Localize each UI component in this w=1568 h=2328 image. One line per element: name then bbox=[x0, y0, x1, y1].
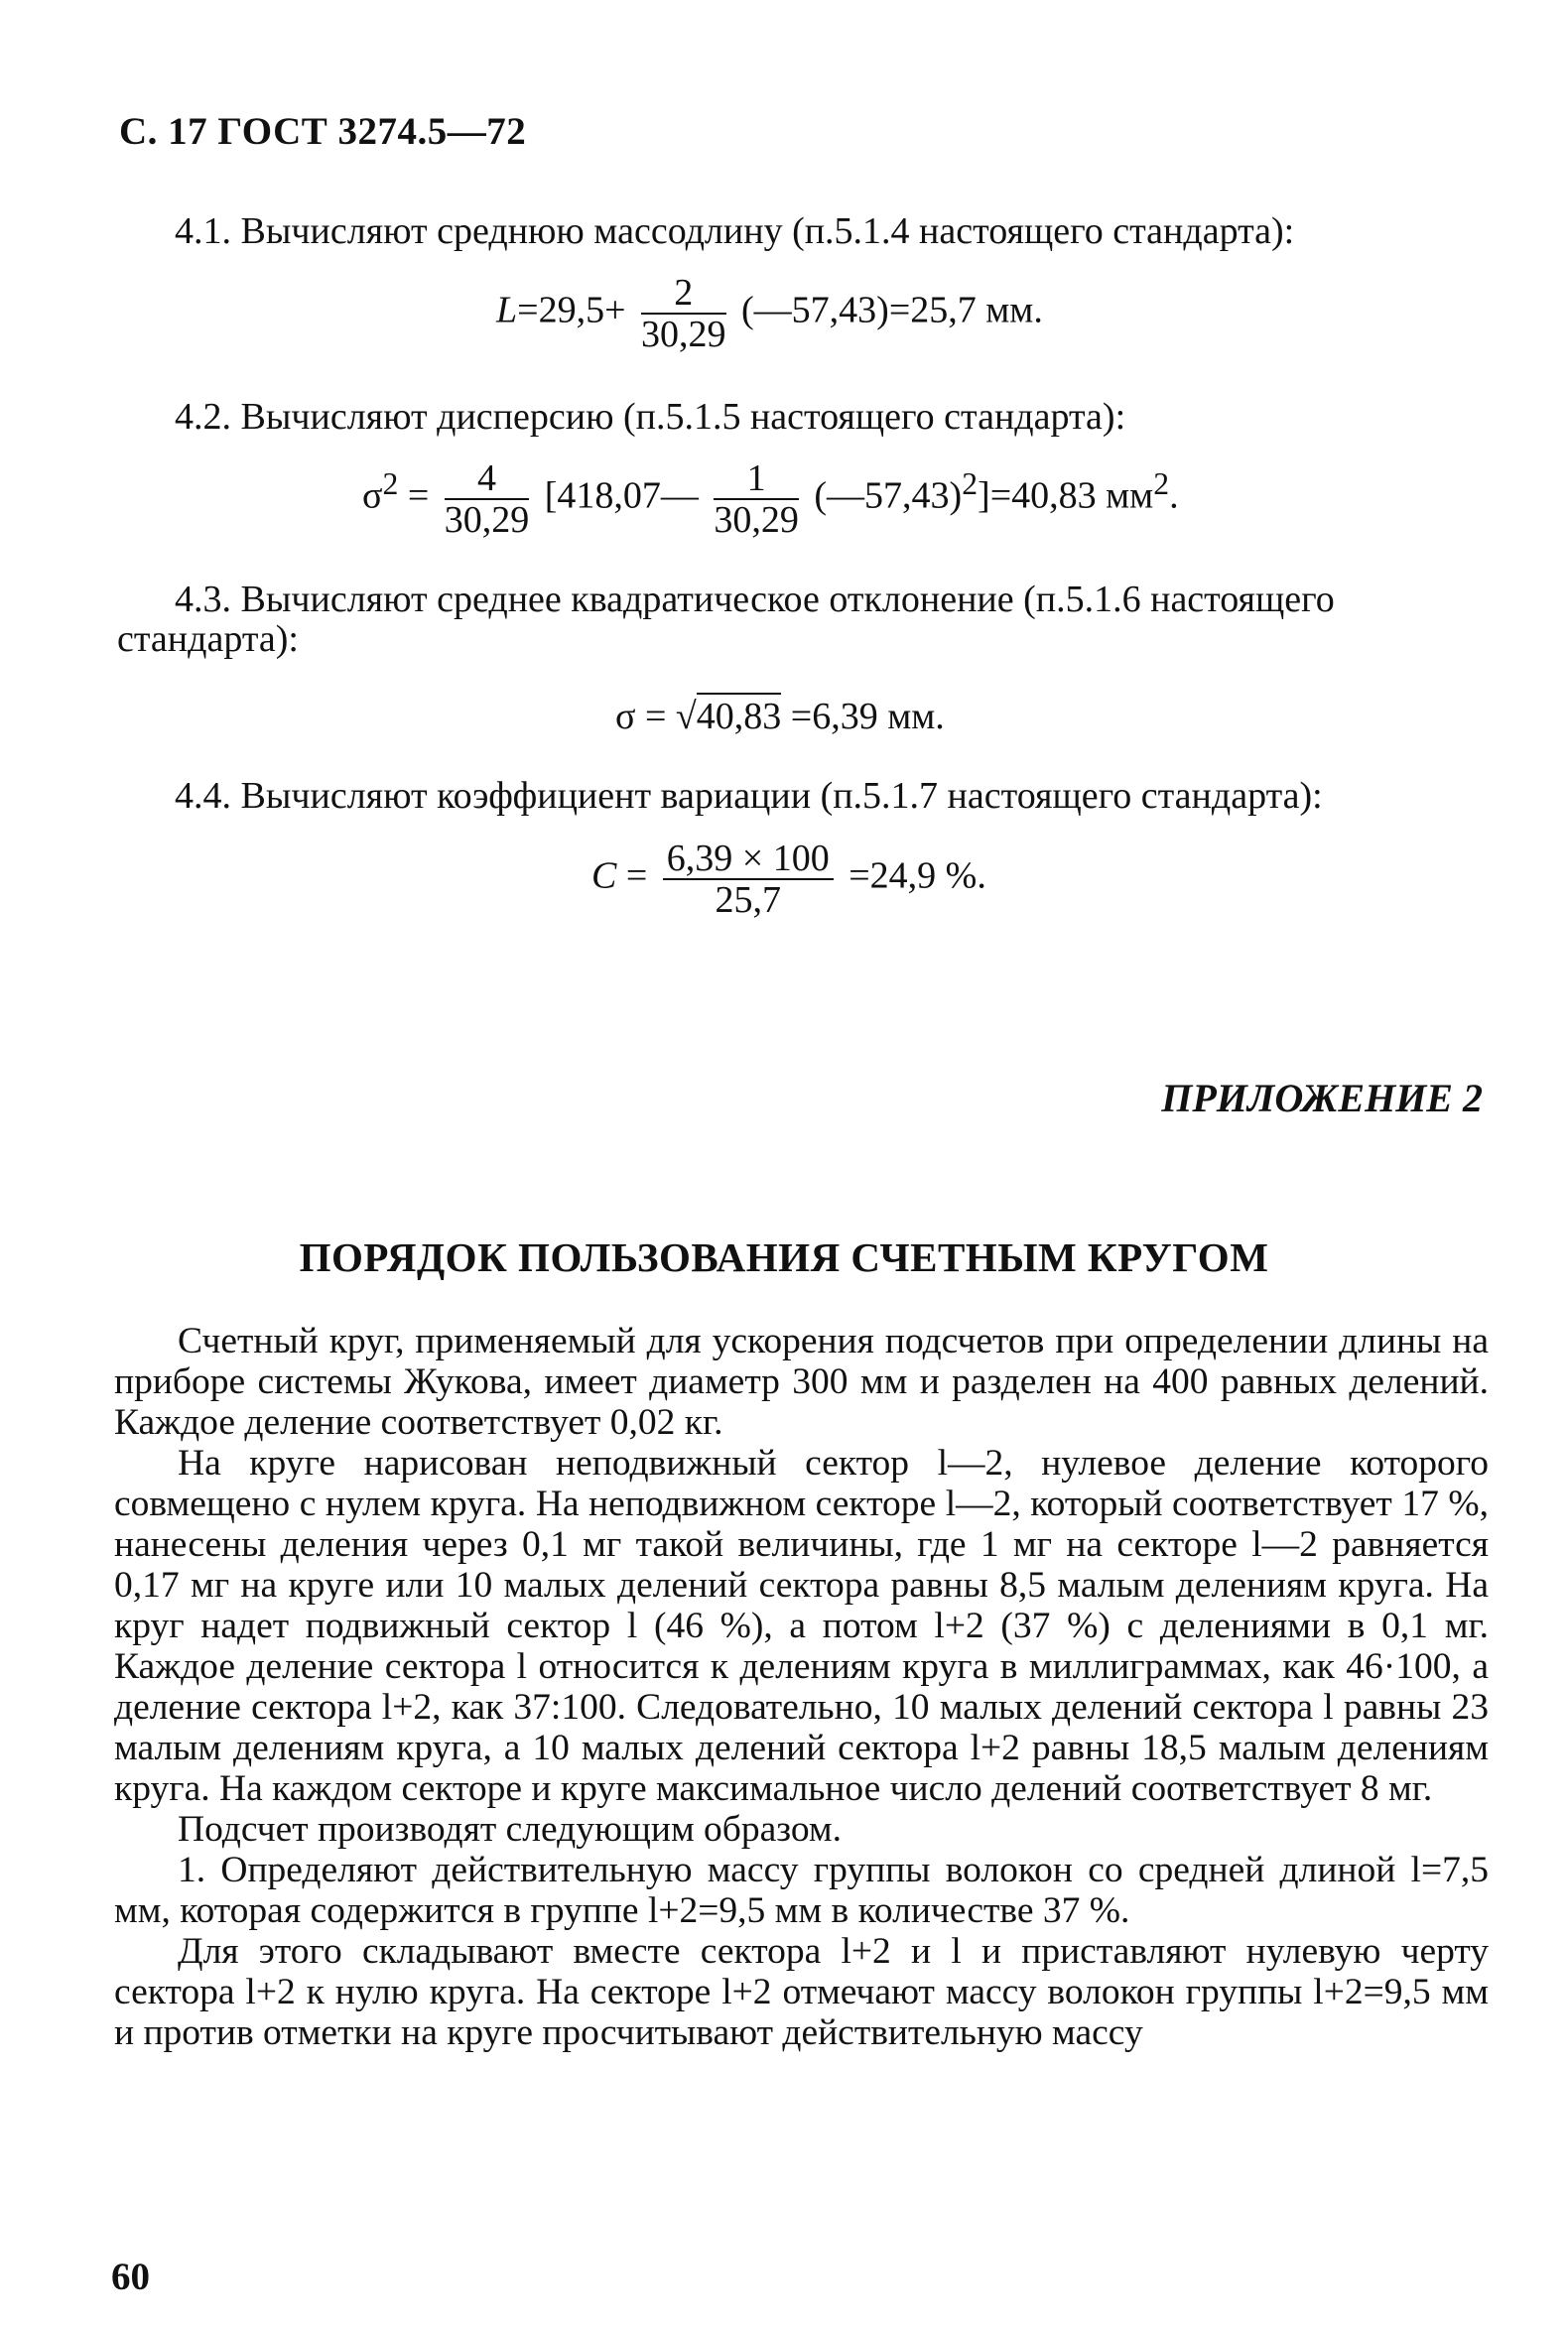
formula-text: (—57,43) bbox=[814, 474, 963, 517]
fraction-numerator: 2 bbox=[641, 273, 726, 315]
formula-symbol: C bbox=[591, 854, 617, 897]
formula-std-dev bbox=[615, 695, 945, 738]
sqrt-radicand: 40,83 bbox=[697, 693, 782, 737]
formula-mean-length bbox=[496, 273, 1043, 354]
page-header: С. 17 ГОСТ 3274.5—72 bbox=[119, 110, 527, 153]
superscript: 2 bbox=[962, 466, 979, 502]
fraction-numerator: 6,39 × 100 bbox=[663, 839, 834, 880]
formula-symbol: L bbox=[496, 289, 518, 331]
item-4-3 bbox=[117, 580, 1492, 659]
formula-text: ]=40,83 мм bbox=[978, 474, 1154, 517]
page-number: 60 bbox=[111, 2256, 150, 2298]
fraction-denominator: 30,29 bbox=[714, 499, 799, 541]
fraction bbox=[663, 839, 834, 920]
paragraph: Для этого складывают вместе сектора l+2 и l и приставляют нулевую черту сектора l+2 к нулю круга. На секторе l+2 отмечают массу волокон группы l+2=9,5 мм и против отметки на круге просчитывают действительную массу bbox=[114, 1931, 1489, 2053]
formula-text: [418,07— bbox=[544, 474, 699, 517]
formula-text: = bbox=[616, 854, 657, 897]
formula-text: (—57,43)=25,7 мм. bbox=[741, 289, 1043, 331]
formula-text: σ = √ bbox=[615, 696, 697, 737]
paragraph: Подсчет производят следующим образом. bbox=[178, 1809, 843, 1850]
section-title: ПОРЯДОК ПОЛЬЗОВАНИЯ СЧЕТНЫМ КРУГОМ bbox=[299, 1234, 1269, 1280]
fraction-denominator: 25,7 bbox=[715, 879, 782, 921]
fraction-denominator: 30,29 bbox=[641, 314, 726, 355]
superscript: 2 bbox=[382, 466, 399, 502]
fraction-denominator: 30,29 bbox=[444, 499, 530, 541]
paragraph: 1. Определяют действительную массу группы волокон со средней длиной l=7,5 мм, которая содержится в группе l+2=9,5 мм в количестве 37 %. bbox=[114, 1850, 1489, 1931]
paragraph: Счетный круг, применяемый для ускорения подсчетов при определении длины на приборе системы Жукова, имеет диаметр 300 мм и разделен на 400 равных делений. Каждое деление соответствует 0,02 кг. bbox=[114, 1321, 1489, 1443]
item-4-1: 4.1. Вычисляют среднюю массодлину (п.5.1.4 настоящего стандарта): bbox=[175, 210, 1295, 252]
formula-symbol: σ bbox=[362, 474, 383, 517]
fraction bbox=[445, 458, 530, 540]
formula-text: = bbox=[398, 474, 439, 517]
formula-text: =29,5+ bbox=[517, 289, 626, 331]
paragraph: На круге нарисован неподвижный сектор l—2, нулевое деление которого совмещено с нулем круга. На неподвижном секторе l—2, который соответствует 17 %, нанесены деления через 0,1 мг такой величины, где 1 мг на секторе l—2 равняется 0,17 мг на круге или 10 малых делений сектора равны 8,5 малым делениям круга. На круг надет подвижный сектор l (46 %), а потом l+2 (37 %) с делениями в 0,1 мг. Каждое деление сектора l относится к делениям круга в миллиграммах, как 46·100, а деление сектора l+2, как 37:100. Следовательно, 10 малых делений сектора l равны 23 малым делениям круга, а 10 малых делений сектора l+2 равны 18,5 малым делениям круга. На каждом секторе и круге максимальное число делений соответствует 8 мг. bbox=[114, 1443, 1489, 1809]
item-4-4: 4.4. Вычисляют коэффициент вариации (п.5.1.7 настоящего стандарта): bbox=[175, 775, 1323, 817]
fraction-numerator: 1 bbox=[714, 458, 799, 500]
body-text bbox=[114, 1321, 1489, 2053]
fraction bbox=[641, 273, 726, 354]
item-4-3-line1: 4.3. Вычисляют среднее квадратическое отклонение (п.5.1.6 настоящего bbox=[175, 579, 1335, 620]
formula-text: =6,39 мм. bbox=[781, 696, 945, 737]
formula-dispersion bbox=[362, 458, 1179, 540]
formula-variation bbox=[591, 839, 986, 920]
item-4-2: 4.2. Вычисляют дисперсию (п.5.1.5 настоящего стандарта): bbox=[175, 396, 1126, 438]
item-4-3-line2: стандарта): bbox=[117, 618, 299, 660]
formula-text: . bbox=[1169, 474, 1179, 517]
fraction-numerator: 4 bbox=[445, 458, 530, 500]
appendix-label: ПРИЛОЖЕНИЕ 2 bbox=[1161, 1076, 1483, 1120]
superscript: 2 bbox=[1153, 466, 1170, 502]
formula-text: =24,9 %. bbox=[849, 854, 986, 897]
fraction bbox=[714, 458, 799, 540]
